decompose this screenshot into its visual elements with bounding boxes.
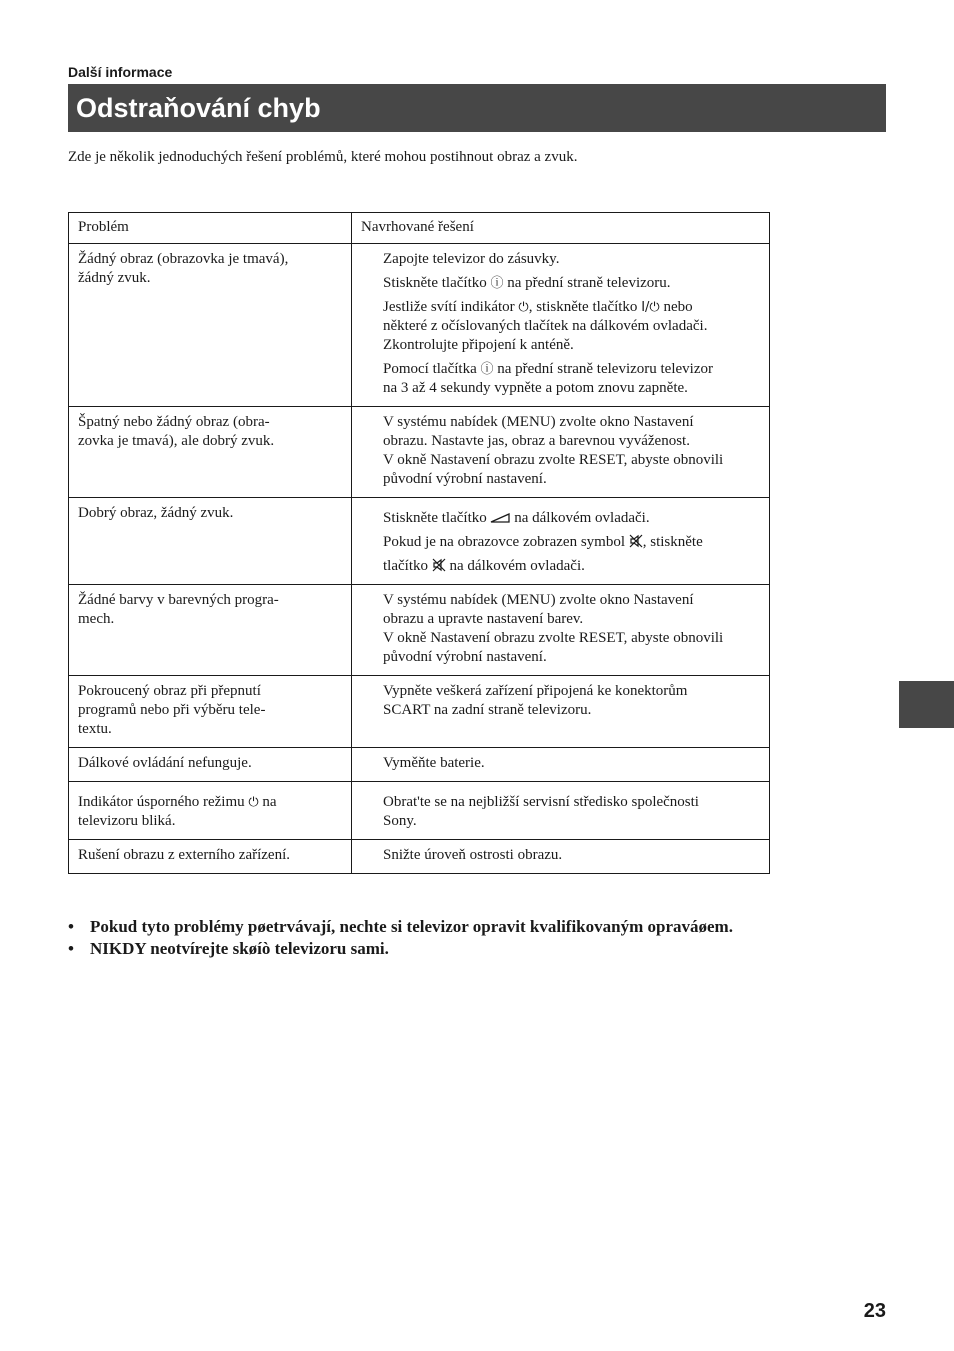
solution-cell: Zapojte televizor do zásuvky. Stiskněte tlačítko ⓘ na přední straně televizoru. Jestliže svítí indikátor ⏻, stiskněte tlačítko I/⏻ nebo některé z očíslovaných tlačítek na dálkovém ovladači. Zkontrolujte připojení k anténě. Pomocí tlačítka ⓘ na přední straně televizoru televizor na 3 až 4 sekundy vypněte a potom znovu zapněte. <box>352 244 770 407</box>
section-label: Další informace <box>68 64 173 80</box>
power-icon: ⏻ <box>518 300 529 315</box>
table-row <box>69 782 770 840</box>
list-item: • Pokud tyto problémy pøetrvávají, nechte si televizor opravit kvalifikovaným opraváøem. <box>68 917 733 936</box>
mute-icon <box>629 534 643 548</box>
solution-cell: V systému nabídek (MENU) zvolte okno Nastavení obrazu. Nastavte jas, obraz a barevnou vyváženost. V okně Nastavení obrazu zvolte RESET, abyste obnovili původní výrobní nastavení. <box>352 407 770 498</box>
tv-power-button-icon: ⓘ <box>490 276 504 291</box>
mute-icon <box>432 558 446 572</box>
troubleshooting-table <box>68 212 770 874</box>
header-solution: Navrhované řešení <box>352 213 770 244</box>
page-title: Odstraňování chyb <box>76 92 321 123</box>
table-row <box>69 498 770 585</box>
chapter-tab <box>899 681 954 728</box>
solution-cell: Vypněte veškerá zařízení připojená ke konektorům SCART na zadní straně televizoru. <box>352 676 770 748</box>
bullet: • <box>68 939 74 958</box>
page-number: 23 <box>863 1300 886 1322</box>
solution-cell: V systému nabídek (MENU) zvolte okno Nastavení obrazu a upravte nastavení barev. V okně Nastavení obrazu zvolte RESET, abyste obnovili původní výrobní nastavení. <box>352 585 770 676</box>
power-icon: ⏻ <box>248 795 259 810</box>
table-row <box>69 676 770 748</box>
problem-cell: Špatný nebo žádný obraz (obra- zovka je tmavá), ale dobrý zvuk. <box>69 407 352 498</box>
problem-cell: Žádné barvy v barevných progra- mech. <box>69 585 352 676</box>
problem-cell: Dálkové ovládání nefunguje. <box>69 748 352 782</box>
list-item: • NIKDY neotvírejte skøíò televizoru sami. <box>68 939 389 958</box>
table-row <box>69 244 770 407</box>
solution-cell: Stiskněte tlačítko na dálkovém ovladači. Pokud je na obrazovce zobrazen symbol , stiskněte tlačítko na dálkovém ovladači. <box>352 498 770 585</box>
notes-list <box>68 916 733 960</box>
table-row <box>69 748 770 782</box>
table-row <box>69 407 770 498</box>
table-header-row <box>69 213 770 244</box>
bullet: • <box>68 917 74 936</box>
title-bar <box>68 84 886 132</box>
problem-cell: Rušení obrazu z externího zařízení. <box>69 840 352 874</box>
problem-cell: Žádný obraz (obrazovka je tmavá), žádný zvuk. <box>69 244 352 407</box>
standby-toggle-icon: I/⏻ <box>641 300 660 315</box>
intro-text: Zde je několik jednoduchých řešení problémů, které mohou postihnout obraz a zvuk. <box>68 149 578 165</box>
problem-cell: Dobrý obraz, žádný zvuk. <box>69 498 352 585</box>
volume-icon <box>490 512 510 524</box>
problem-cell: Pokroucený obraz při přepnutí programů nebo při výběru tele- textu. <box>69 676 352 748</box>
tv-power-button-icon: ⓘ <box>480 362 494 377</box>
solution-cell: Vyměňte baterie. <box>352 748 770 782</box>
header-problem: Problém <box>69 213 352 244</box>
table-row <box>69 585 770 676</box>
table-row <box>69 840 770 874</box>
solution-cell: Obrat'te se na nejbližší servisní středisko společnosti Sony. <box>352 782 770 840</box>
solution-cell: Snižte úroveň ostrosti obrazu. <box>352 840 770 874</box>
problem-cell: Indikátor úsporného režimu ⏻ na televizoru bliká. <box>69 782 352 840</box>
